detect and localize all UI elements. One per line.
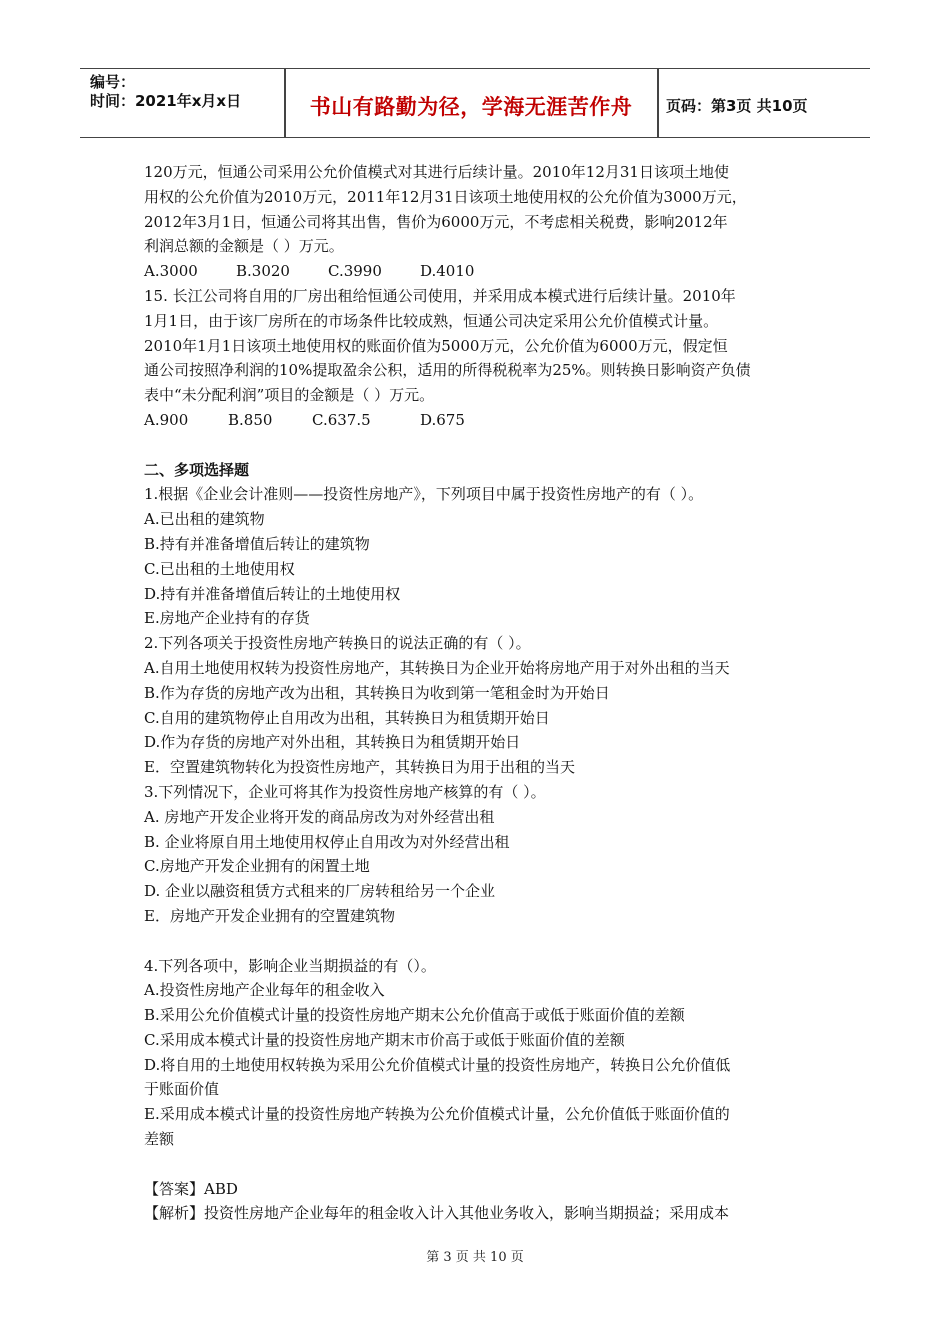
m4-option-d-line: D.将自用的土地使用权转换为采用公允价值模式计量的投资性房地产，转换日公允价值低 xyxy=(144,1055,731,1074)
header-divider-right xyxy=(657,69,659,137)
m3-option: B. 企业将原自用土地使用权停止自用改为对外经营出租 xyxy=(144,832,510,851)
m4-option: A.投资性房地产企业每年的租金收入 xyxy=(144,981,385,1000)
q15-line: 15. 长江公司将自用的厂房出租给恒通公司使用，并采用成本模式进行后续计量。2010年 xyxy=(144,286,736,305)
m4-stem: 4.下列各项中，影响企业当期损益的有（）。 xyxy=(144,956,436,975)
q14-line: 120万元，恒通公司采用公允价值模式对其进行后续计量。2010年12月31日该项土地使 xyxy=(144,163,729,181)
q15-option-a: A.900 xyxy=(144,410,189,429)
q14-options xyxy=(144,259,814,284)
q14-line: 利润总额的金额是（ ）万元。 xyxy=(144,237,344,256)
header-motto: 书山有路勤为径，学海无涯苦作舟 xyxy=(309,95,633,119)
header-date-label: 时间：2021年x月x日 xyxy=(90,92,242,110)
header-page-label: 页码：第3页 共10页 xyxy=(666,97,808,115)
m4-option-e-line: 差额 xyxy=(144,1130,175,1149)
q15-line: 通公司按照净利润的10%提取盈余公积，适用的所得税税率为25%。则转换日影响资产负债 xyxy=(144,361,751,380)
q15-line: 表中“未分配利润”项目的金额是（ ）万元。 xyxy=(144,386,435,405)
m3-stem: 3.下列情况下，企业可将其作为投资性房地产核算的有（ ）。 xyxy=(144,782,546,801)
q15-line: 2010年1月1日该项土地使用权的账面价值为5000万元，公允价值为6000万元，假定恒 xyxy=(144,336,728,355)
q15-option-d: D.675 xyxy=(420,410,465,429)
q15-options xyxy=(144,408,814,433)
m3-option: A. 房地产开发企业将开发的商品房改为对外经营出租 xyxy=(144,807,495,826)
spacer xyxy=(144,433,814,458)
q14-option-a: A.3000 xyxy=(144,262,198,281)
q14-line: 用权的公允价值为2010万元，2011年12月31日该项土地使用权的公允价值为3000万元， xyxy=(144,187,747,206)
m1-option: C.已出租的土地使用权 xyxy=(144,559,295,578)
m2-option: E．空置建筑物转化为投资性房地产，其转换日为用于出租的当天 xyxy=(144,758,575,777)
page-header xyxy=(80,68,870,138)
spacer xyxy=(144,1152,814,1177)
answer-line: 【答案】ABD xyxy=(144,1179,238,1198)
m2-option: B.作为存货的房地产改为出租，其转换日为收到第一笔租金时为开始日 xyxy=(144,683,610,702)
m3-option: C.房地产开发企业拥有的闲置土地 xyxy=(144,857,370,876)
m4-option-d-line: 于账面价值 xyxy=(144,1080,220,1099)
m1-option: D.持有并准备增值后转让的土地使用权 xyxy=(144,584,401,603)
q15-option-b: B.850 xyxy=(228,410,273,429)
q14-option-b: B.3020 xyxy=(236,262,290,281)
m3-option: E．房地产开发企业拥有的空置建筑物 xyxy=(144,906,395,925)
q14-line: 2012年3月1日，恒通公司将其出售，售价为6000万元，不考虑相关税费，影响2012年 xyxy=(144,212,728,231)
analysis-line: 【解析】投资性房地产企业每年的租金收入计入其他业务收入，影响当期损益；采用成本 xyxy=(144,1204,730,1223)
m1-option: B.持有并准备增值后转让的建筑物 xyxy=(144,534,370,553)
q15-line: 1月1日，由于该厂房所在的市场条件比较成熟，恒通公司决定采用公允价值模式计量。 xyxy=(144,311,719,330)
spacer xyxy=(144,929,814,954)
m4-option: C.采用成本模式计量的投资性房地产期末市价高于或低于账面价值的差额 xyxy=(144,1030,625,1049)
q14-option-d: D.4010 xyxy=(420,262,475,281)
m1-option: E.房地产企业持有的存货 xyxy=(144,609,310,628)
section-title: 二、多项选择题 xyxy=(144,460,250,479)
m4-option-e-line: E.采用成本模式计量的投资性房地产转换为公允价值模式计量，公允价值低于账面价值的 xyxy=(144,1105,730,1124)
m2-stem: 2.下列各项关于投资性房地产转换日的说法正确的有（ ）。 xyxy=(144,634,531,653)
m1-stem: 1.根据《企业会计准则——投资性房地产》，下列项目中属于投资性房地产的有（ ）。 xyxy=(144,485,704,504)
page-footer: 第 3 页 共 10 页 xyxy=(426,1250,524,1265)
document-body xyxy=(144,160,814,1226)
m4-option: B.采用公允价值模式计量的投资性房地产期末公允价值高于或低于账面价值的差额 xyxy=(144,1006,685,1025)
m2-option: D.作为存货的房地产对外出租，其转换日为租赁期开始日 xyxy=(144,733,521,752)
q14-option-c: C.3990 xyxy=(328,262,382,281)
header-id-label: 编号： xyxy=(90,73,136,91)
m3-option: D. 企业以融资租赁方式租来的厂房转租给另一个企业 xyxy=(144,882,496,901)
q15-option-c: C.637.5 xyxy=(312,410,371,429)
header-meta xyxy=(90,73,280,111)
m2-option: C.自用的建筑物停止自用改为出租，其转换日为租赁期开始日 xyxy=(144,708,550,727)
m1-option: A.已出租的建筑物 xyxy=(144,510,265,529)
m2-option: A.自用土地使用权转为投资性房地产，其转换日为企业开始将房地产用于对外出租的当天 xyxy=(144,658,730,677)
